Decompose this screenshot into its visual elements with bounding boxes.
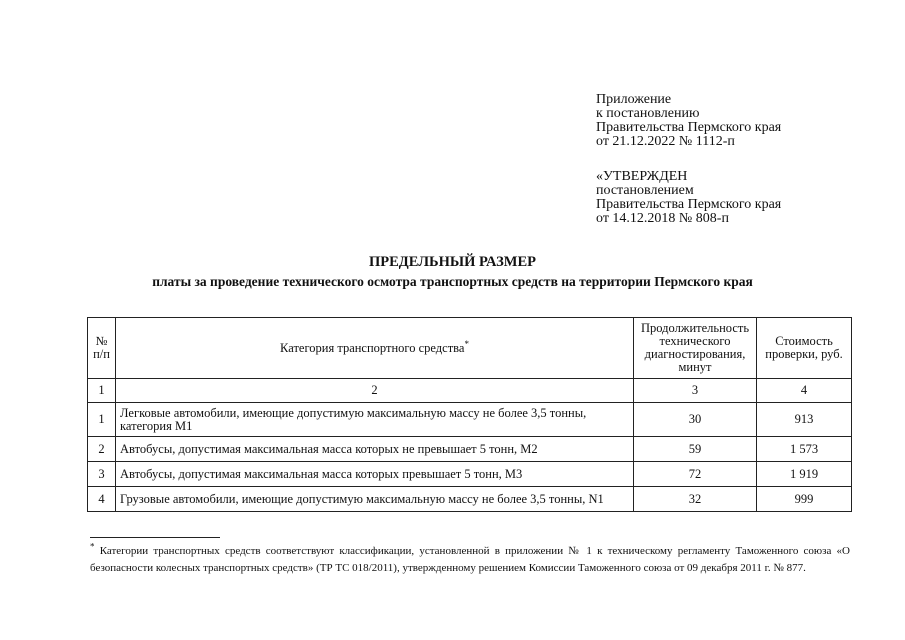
row-num: 3 bbox=[88, 462, 116, 487]
approval-line: «УТВЕРЖДЕН bbox=[596, 169, 688, 184]
index-cell: 3 bbox=[634, 379, 757, 403]
footnote bbox=[90, 543, 850, 577]
header-category-label: Категория транспортного средства bbox=[280, 340, 465, 355]
approval-line: от 14.12.2018 № 808-п bbox=[596, 211, 729, 226]
footnote-mark: * bbox=[464, 338, 469, 349]
appendix-line: Приложение bbox=[596, 92, 672, 107]
footnote-mark: * bbox=[90, 541, 95, 552]
row-cost: 1 919 bbox=[757, 462, 852, 487]
row-num: 2 bbox=[88, 437, 116, 462]
approval-line: постановлением bbox=[596, 183, 694, 198]
appendix-block bbox=[596, 93, 781, 149]
row-category: Легковые автомобили, имеющие допустимую максимальную массу не более 3,5 тонны, категория М1 bbox=[116, 403, 634, 437]
header-num: № п/п bbox=[88, 318, 116, 379]
appendix-line: к постановлению bbox=[596, 106, 700, 121]
row-category: Автобусы, допустимая максимальная масса которых превышает 5 тонн, М3 bbox=[116, 462, 634, 487]
tariff-table bbox=[87, 317, 852, 512]
row-duration: 32 bbox=[634, 487, 757, 512]
row-cost: 913 bbox=[757, 403, 852, 437]
row-category: Автобусы, допустимая максимальная масса которых не превышает 5 тонн, М2 bbox=[116, 437, 634, 462]
approval-line: Правительства Пермского края bbox=[596, 197, 782, 212]
row-category: Грузовые автомобили, имеющие допустимую максимальную массу не более 3,5 тонны, N1 bbox=[116, 487, 634, 512]
index-cell: 1 bbox=[88, 379, 116, 403]
document-subtitle: платы за проведение технического осмотра транспортных средств на территории Пермского края bbox=[152, 274, 753, 289]
table-row bbox=[88, 437, 852, 462]
header-category bbox=[116, 318, 634, 379]
table-header-row bbox=[88, 318, 852, 379]
row-duration: 72 bbox=[634, 462, 757, 487]
row-duration: 59 bbox=[634, 437, 757, 462]
row-num: 4 bbox=[88, 487, 116, 512]
approval-block bbox=[596, 170, 781, 226]
appendix-line: от 21.12.2022 № 1112-п bbox=[596, 134, 735, 149]
table-index-row bbox=[88, 379, 852, 403]
index-cell: 2 bbox=[116, 379, 634, 403]
footnote-text: Категории транспортных средств соответствуют классификации, установленной в приложении № 1 к техническому регламенту Таможенного союза «О безопасности колесных транспортных средств» (ТР ТС 018/2011), утвержденному решением Комиссии Таможенного союза от 09 декабря 2011 г. № 877. bbox=[90, 545, 850, 574]
row-num: 1 bbox=[88, 403, 116, 437]
index-cell: 4 bbox=[757, 379, 852, 403]
document-title: ПРЕДЕЛЬНЫЙ РАЗМЕР bbox=[368, 254, 537, 270]
appendix-line: Правительства Пермского края bbox=[596, 120, 782, 135]
row-cost: 999 bbox=[757, 487, 852, 512]
row-cost: 1 573 bbox=[757, 437, 852, 462]
table-row bbox=[88, 462, 852, 487]
header-cost: Стоимость проверки, руб. bbox=[757, 318, 852, 379]
footnote-separator bbox=[90, 537, 220, 538]
table-row bbox=[88, 403, 852, 437]
table-row bbox=[88, 487, 852, 512]
row-duration: 30 bbox=[634, 403, 757, 437]
header-duration: Продолжительность технического диагностирования, минут bbox=[634, 318, 757, 379]
